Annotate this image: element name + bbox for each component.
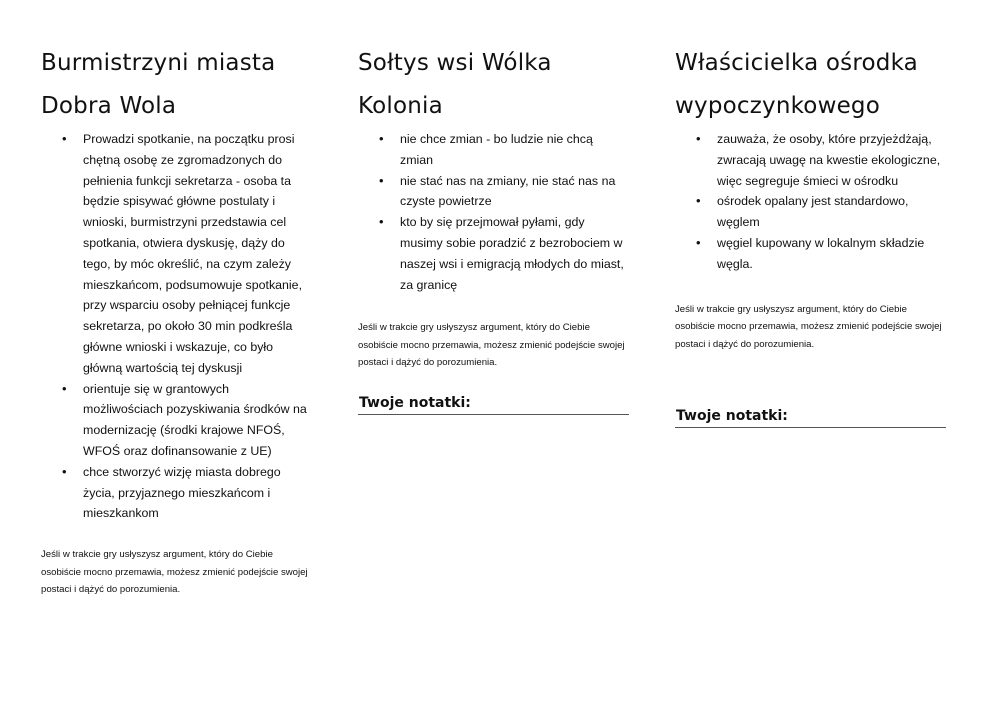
role-title-line-2: Dobra Wola: [41, 93, 177, 119]
list-item: • kto by się przejmował pyłami, gdy musimy sobie poradzić z bezrobociem w naszej wsi i emigracją młodych do miast, za granicę: [358, 212, 630, 295]
list-item: • nie stać nas na zmiany, nie stać nas na czyste powietrze: [358, 171, 630, 213]
list-item: • ośrodek opalany jest standardowo, węglem: [675, 191, 947, 233]
list-item: • Prowadzi spotkanie, na początku prosi chętną osobę ze zgromadzonych do pełnienia funkcji sekretarza - osoba ta będzie spisywać główne postulaty i wnioski, burmistrzyni przedstawia cel spotkania, otwiera dyskusję, dąży do tego, by móc określić, na czym zależy mieszkańcom, podsumowuje spotkanie, przy wsparciu osoby pełniącej funkcje sekretarza, po około 30 min podkreśla główne wnioski i wskazuje, co było główną wartością tej dyskusji: [41, 129, 313, 379]
role-card-resort-owner: [675, 42, 947, 428]
role-card-village-head: [358, 42, 630, 415]
role-title-line-1: Sołtys wsi Wólka: [358, 50, 552, 76]
role-title: [358, 42, 630, 128]
list-item: • zauważa, że osoby, które przyjeżdżają, zwracają uwagę na kwestie ekologiczne, więc segreguje śmieci w ośrodku: [675, 129, 947, 191]
role-title-line-2: wypoczynkowego: [675, 93, 881, 119]
instruction-note: Jeśli w trakcie gry usłyszysz argument, który do Ciebie osobiście mocno przemawia, możesz zmienić podejście swojej postaci i dążyć do porozumienia.: [41, 549, 308, 596]
notes-heading: Twoje notatki:: [675, 408, 946, 428]
list-item: • nie chce zmian - bo ludzie nie chcą zmian: [358, 129, 630, 171]
list-item: • węgiel kupowany w lokalnym składzie węgla.: [675, 233, 947, 275]
instruction-note: Jeśli w trakcie gry usłyszysz argument, który do Ciebie osobiście mocno przemawia, możesz zmienić podejście swojej postaci i dążyć do porozumienia.: [675, 303, 942, 350]
role-card-mayor: [41, 42, 313, 599]
role-title: [675, 42, 947, 128]
role-bullet-list: [675, 129, 947, 275]
role-bullet-list: [41, 129, 313, 524]
list-item: • orientuje się w grantowych możliwościach pozyskiwania środków na modernizację (środki krajowe NFOŚ, WFOŚ oraz dofinansowanie z UE): [41, 379, 313, 462]
role-title-line-1: Burmistrzyni miasta: [41, 50, 276, 76]
role-title-line-1: Właścicielka ośrodka: [675, 50, 918, 76]
role-title-line-2: Kolonia: [358, 93, 443, 119]
role-bullet-list: [358, 129, 630, 295]
instruction-note: Jeśli w trakcie gry usłyszysz argument, który do Ciebie osobiście mocno przemawia, możesz zmienić podejście swojej postaci i dążyć do porozumienia.: [358, 322, 625, 369]
role-title: [41, 42, 313, 128]
notes-heading: Twoje notatki:: [358, 395, 629, 415]
list-item: • chce stworzyć wizję miasta dobrego życia, przyjaznego mieszkańcom i mieszkankom: [41, 462, 313, 524]
